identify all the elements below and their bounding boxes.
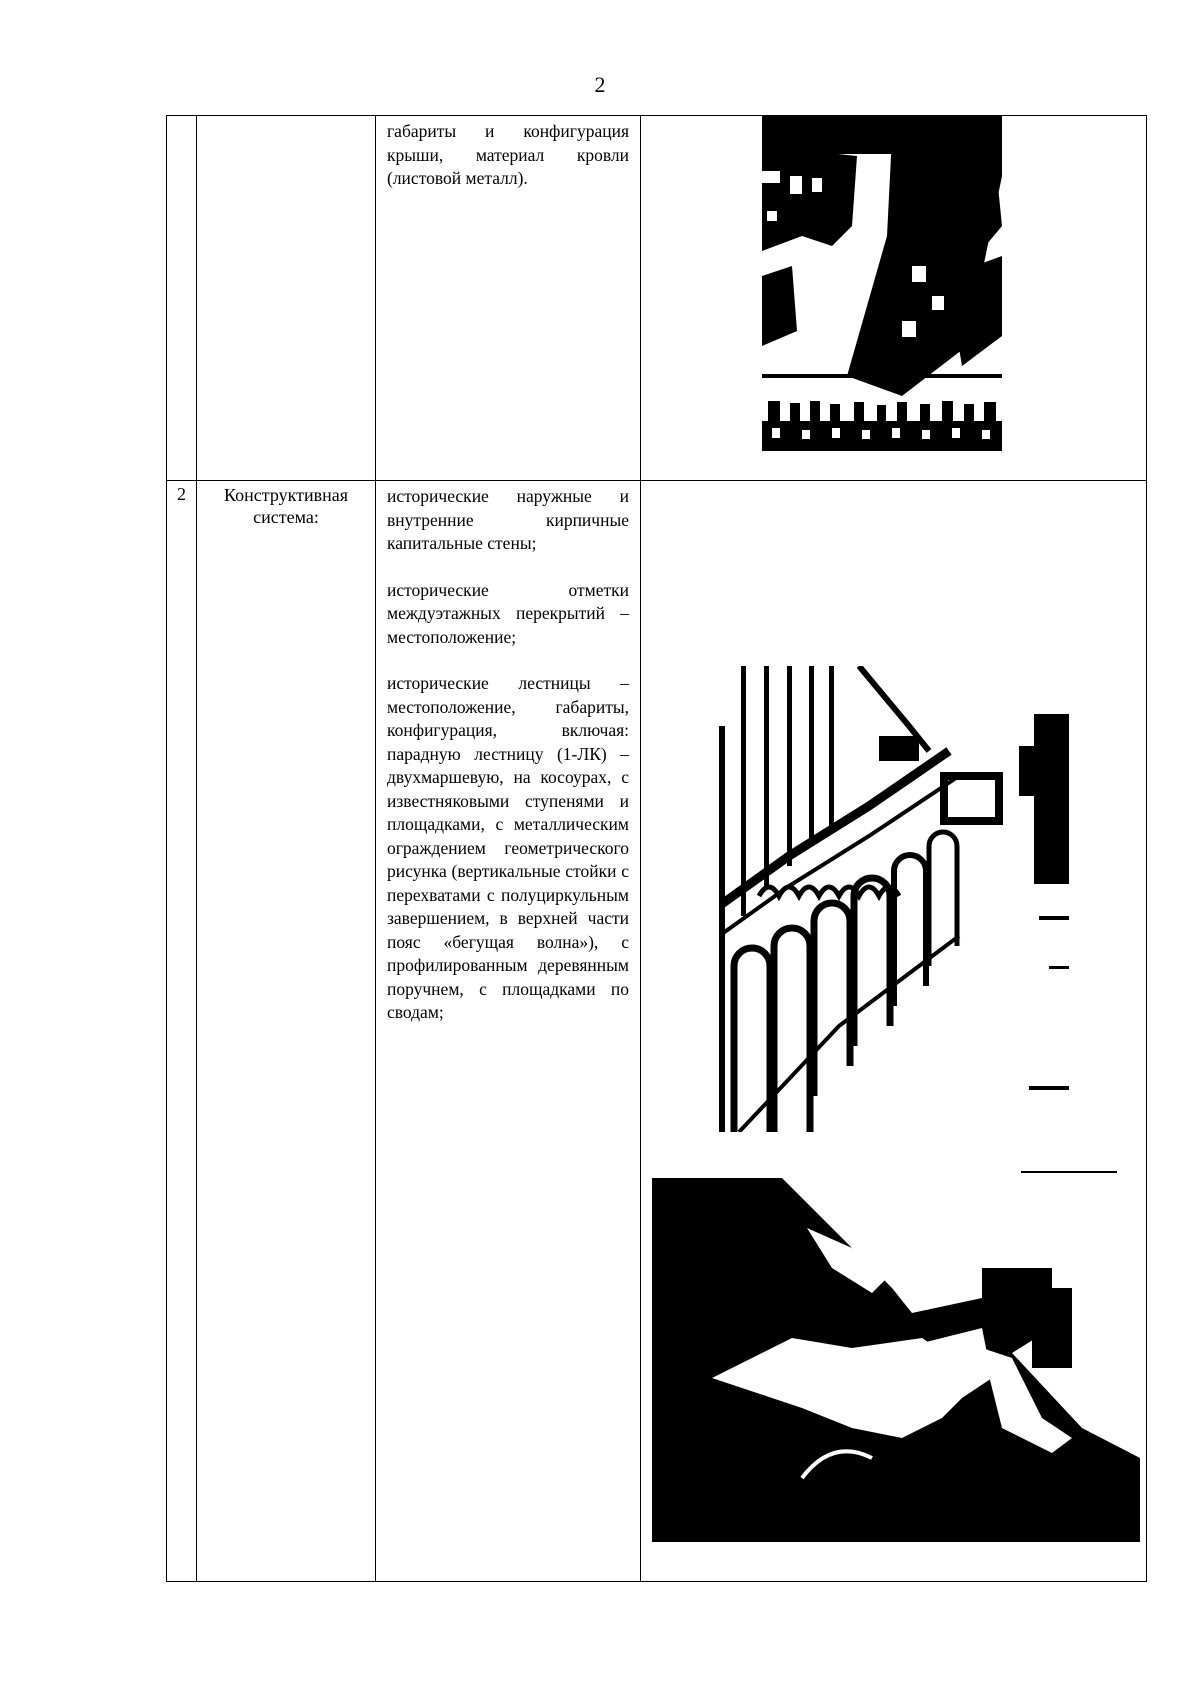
row-description: [376, 481, 641, 1582]
description-paragraph: исторические наружные и внутренние кирпичные капитальные стены;: [387, 486, 629, 553]
description-paragraph: габариты и конфигурация крыши, материал кровли (листовой металл).: [387, 121, 629, 188]
row-name: [197, 116, 376, 481]
roof-aerial-photo: [762, 116, 1002, 451]
photo-cell: [641, 481, 1147, 1582]
table-row: [167, 116, 1147, 481]
page-number: 2: [594, 72, 606, 97]
separator-line: [1021, 1171, 1117, 1173]
protected-features-table: [166, 115, 1147, 1582]
table-row: [167, 481, 1147, 1582]
description-paragraph: исторические отметки междуэтажных перекрытий – местоположение;: [387, 579, 629, 647]
row-number: [167, 116, 197, 481]
row-description: [376, 116, 641, 481]
row-name: Конструктивная система:: [197, 481, 376, 1582]
row-number: 2: [167, 481, 197, 1582]
staircase-railing-photo: [719, 666, 1069, 1132]
photo-cell: [641, 116, 1147, 481]
description-paragraph: исторические лестницы – местоположение, габариты, конфигурация, включая: парадную лестницу (1-ЛК) – двухмаршевую, на косоурах, с известняковыми ступенями и площадками, с металлическим ограждением геометрического рисунка (вертикальные стойки с перехватами с полуциркульным завершением, в верхней части пояс «бегущая волна»), с профилированным деревянным поручнем, с площадками по сводам;: [387, 673, 629, 1022]
vaulted-landing-photo: [652, 1178, 1140, 1542]
